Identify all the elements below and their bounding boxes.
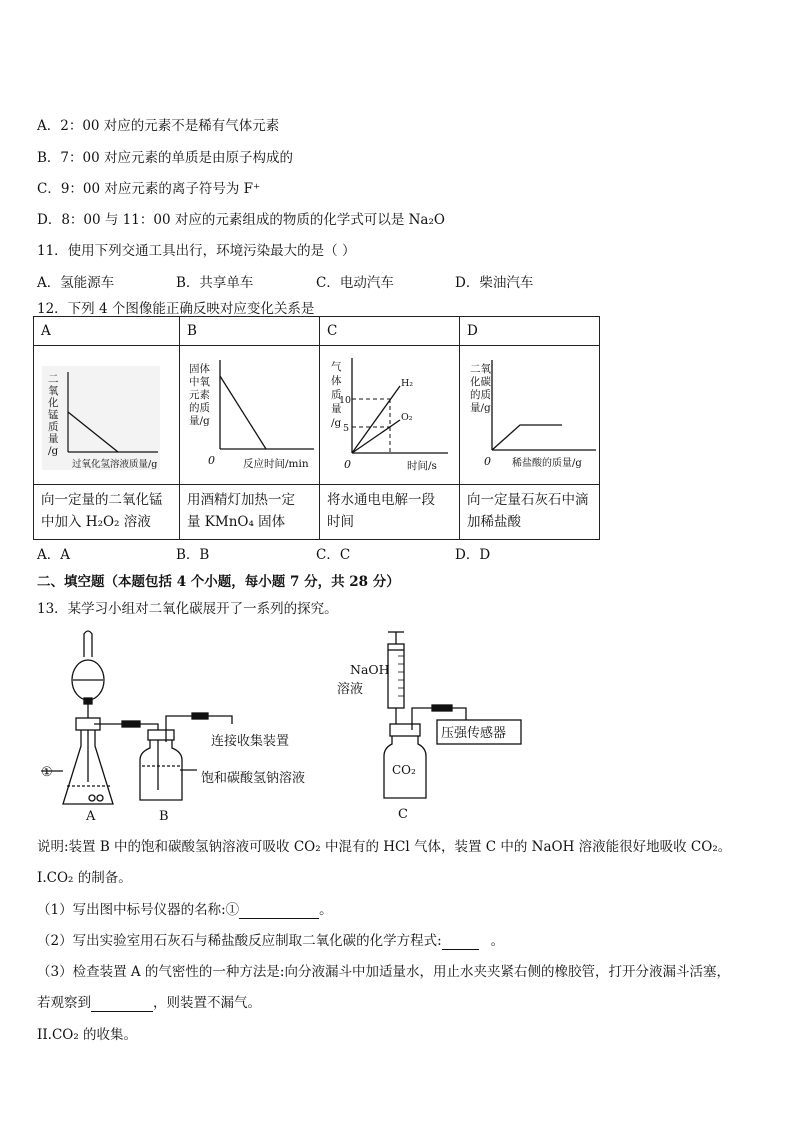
marker-1: ①: [41, 765, 53, 780]
q13-s2-end: 。: [490, 933, 505, 949]
label-b: B: [159, 809, 169, 824]
q12-options: [37, 543, 490, 563]
q13-s3-text: 若观察到: [37, 995, 91, 1011]
graph-d-ylabel: [470, 362, 491, 414]
rubber-tube-ab: [122, 721, 140, 727]
graph-a-background: [42, 366, 160, 470]
q12-header-a: A: [34, 317, 180, 346]
graph-b-ylabel-3: 元素: [189, 389, 210, 401]
graph-c-ylabel-2: 体: [331, 375, 342, 387]
q12-desc-a-line1: 向一定量的二氧化锰: [41, 492, 163, 508]
graph-b-ylabel: [189, 362, 210, 427]
q12-desc-a: [34, 485, 180, 540]
q13-part1-heading: I.CO₂ 的制备。: [37, 870, 132, 886]
q11-option-b: B．共享单车: [176, 275, 254, 291]
q13-subquestion-3-cont: [37, 991, 261, 1012]
q12-desc-d-line1: 向一定量石灰石中滴: [467, 492, 589, 508]
label-a: A: [86, 809, 96, 824]
answer-blank-1[interactable]: [239, 902, 319, 919]
graph-c-o2-line: [352, 420, 400, 453]
q10-option-a: A．2：00 对应的元素不是稀有气体元素: [37, 118, 280, 134]
graph-a-ylabel: [48, 373, 59, 457]
answer-blank-3[interactable]: [91, 995, 153, 1012]
q12-header-d: D: [460, 317, 600, 346]
q13-note: 说明:装置 B 中的饱和碳酸氢钠溶液可吸收 CO₂ 中混有的 HCl 气体，装置 C 中的 NaOH 溶液能很好地吸收 CO₂。: [37, 839, 732, 855]
graph-a-xlabel: 过氧化氢溶液质量/g: [72, 459, 158, 470]
q12-graph-d-cell: [460, 346, 600, 485]
graph-b-ylabel-4: 的质: [189, 402, 210, 414]
graph-b-ylabel-1: 固体: [189, 363, 210, 375]
pressure-sensor-label: 压强传感器: [441, 726, 507, 741]
q12-stem: 12．下列 4 个图像能正确反映对应变化关系是: [37, 301, 315, 317]
graph-c-ylabel-5: /g: [331, 417, 342, 429]
q12-desc-a-line2: 中加入 H₂O₂ 溶液: [41, 514, 151, 530]
funnel-stopcock: [84, 698, 92, 704]
graph-d-ylabel-4: 量/g: [470, 402, 491, 414]
q12-desc-c-line1: 将水通电电解一段: [327, 492, 435, 508]
outlet-to-collector: [208, 716, 232, 724]
q13-s1-end: 。: [319, 902, 333, 918]
graph-a-ylabel-2: 氧: [48, 385, 59, 397]
q12-desc-b: [180, 485, 320, 540]
q13-subquestion-2: [37, 929, 504, 950]
flask-solid: [89, 795, 95, 801]
graph-a-ylabel-7: /g: [48, 445, 59, 457]
graph-c-tick-5: 5: [343, 423, 350, 434]
funnel-stopper-icon: [84, 631, 92, 657]
naoh-solution-label: 溶液: [337, 682, 364, 697]
graph-d-ylabel-3: 的质: [470, 389, 491, 401]
q12-table: [33, 316, 600, 540]
q11-stem: 11．使用下列交通工具出行，环境污染最大的是（ ）: [37, 243, 356, 259]
graph-b: [180, 346, 320, 480]
label-c: C: [398, 807, 408, 822]
graph-d-ylabel-1: 二氧: [470, 363, 491, 375]
graph-a-ylabel-4: 锰: [48, 409, 59, 421]
syringe-barrel: [388, 644, 404, 708]
rubber-tube-b-out: [192, 713, 208, 719]
graph-d-xlabel: 稀盐酸的质量/g: [512, 458, 582, 469]
graph-c-h2-label: H₂: [401, 378, 414, 389]
q12-desc-b-line1: 用酒精灯加热一定: [187, 492, 295, 508]
q11-options: [37, 271, 533, 291]
q12-header-c: C: [320, 317, 460, 346]
graph-b-xlabel: 反应时间/min: [243, 458, 309, 470]
q13-apparatus-figure: [0, 620, 794, 826]
bicarbonate-solution-label: 饱和碳酸氢钠溶液: [201, 771, 306, 786]
graph-d-ylabel-2: 化碳: [470, 376, 491, 388]
q12-desc-b-line2: 量 KMnO₄ 固体: [187, 514, 286, 530]
flask-solid-2: [97, 795, 103, 801]
graph-a-ylabel-1: 二: [48, 373, 59, 385]
q12-option-d: D．D: [455, 547, 491, 563]
co2-label: CO₂: [392, 763, 416, 777]
graph-a-ylabel-5: 质: [48, 421, 59, 433]
graph-c-h2-line: [352, 386, 400, 453]
bottle-b-stopper: [148, 730, 174, 740]
graph-c-origin: 0: [344, 458, 351, 471]
graph-d-curve: [492, 425, 562, 450]
graph-c-ylabel-3: 质: [331, 389, 342, 401]
section-heading: 二、填空题（本题包括 4 个小题，每小题 7 分，共 28 分）: [37, 574, 400, 590]
q13-subquestion-1: [37, 898, 333, 919]
q12-desc-c: [320, 485, 460, 540]
q10-option-b: B．7：00 对应元素的单质是由原子构成的: [37, 150, 293, 166]
device-b: [140, 713, 232, 800]
graph-b-origin: 0: [208, 454, 215, 467]
q12-header-b: B: [180, 317, 320, 346]
graph-b-curve: [220, 376, 266, 449]
q12-graph-c-cell: [320, 346, 460, 485]
q13-s1-text: （1）写出图中标号仪器的名称:①: [37, 902, 240, 918]
q12-graph-b-cell: [180, 346, 320, 485]
q12-desc-c-line2: 时间: [327, 514, 354, 530]
q10-option-c: C．9：00 对应元素的离子符号为 F⁺: [37, 181, 261, 197]
rubber-tube-c: [432, 705, 452, 711]
q12-desc-d-line2: 加稀盐酸: [467, 514, 521, 530]
q11-option-a: A．氢能源车: [37, 275, 115, 291]
graph-a-ylabel-6: 量: [48, 433, 59, 445]
graph-a-ylabel-3: 化: [48, 397, 59, 409]
q11-option-c: C．电动汽车: [316, 275, 394, 291]
q13-part2-heading: II.CO₂ 的收集。: [37, 1027, 138, 1043]
q12-option-c: C．C: [316, 547, 351, 563]
q11-option-d: D．柴油汽车: [455, 275, 534, 291]
answer-blank-2[interactable]: [442, 933, 479, 950]
q12-option-b: B．B: [176, 547, 210, 563]
graph-b-ylabel-5: 量/g: [189, 415, 210, 427]
graph-c-ylabel-1: 气: [331, 361, 342, 373]
naoh-label: NaOH: [350, 662, 390, 677]
q13-stem: 13．某学习小组对二氧化碳展开了一系列的探究。: [37, 601, 338, 617]
graph-a: [34, 346, 180, 480]
graph-d-origin: 0: [484, 455, 491, 468]
graph-c-o2-label: O₂: [401, 412, 413, 423]
bottle-c-stopper: [390, 724, 420, 736]
q12-option-a: A．A: [37, 547, 70, 563]
sensor-tube: [452, 708, 466, 720]
graph-b-ylabel-2: 中氧: [189, 376, 210, 388]
graph-d: [460, 346, 600, 480]
q13-s3-end: ，则装置不漏气。: [153, 995, 261, 1011]
q10-option-d: D．8：00 与 11：00 对应的元素组成的物质的化学式可以是 Na₂O: [37, 212, 445, 228]
graph-c-xlabel: 时间/s: [407, 460, 437, 472]
graph-c-ylabel-4: 量: [331, 403, 342, 415]
q12-graph-a-cell: [34, 346, 180, 485]
connect-collector-label: 连接收集装置: [211, 734, 290, 749]
graph-c: [320, 346, 460, 480]
q13-s2-text: （2）写出实验室用石灰石与稀盐酸反应制取二氧化碳的化学方程式:: [37, 933, 442, 949]
q13-subquestion-3: （3）检查装置 A 的气密性的一种方法是:向分液漏斗中加适量水，用止水夹夹紧右侧的橡胶管，打开分液漏斗活塞，: [37, 964, 730, 980]
syringe-scale: [398, 656, 404, 696]
q12-desc-d: [460, 485, 600, 540]
graph-c-tick-10: 10: [339, 395, 352, 406]
gas-washing-bottle: [140, 740, 182, 800]
